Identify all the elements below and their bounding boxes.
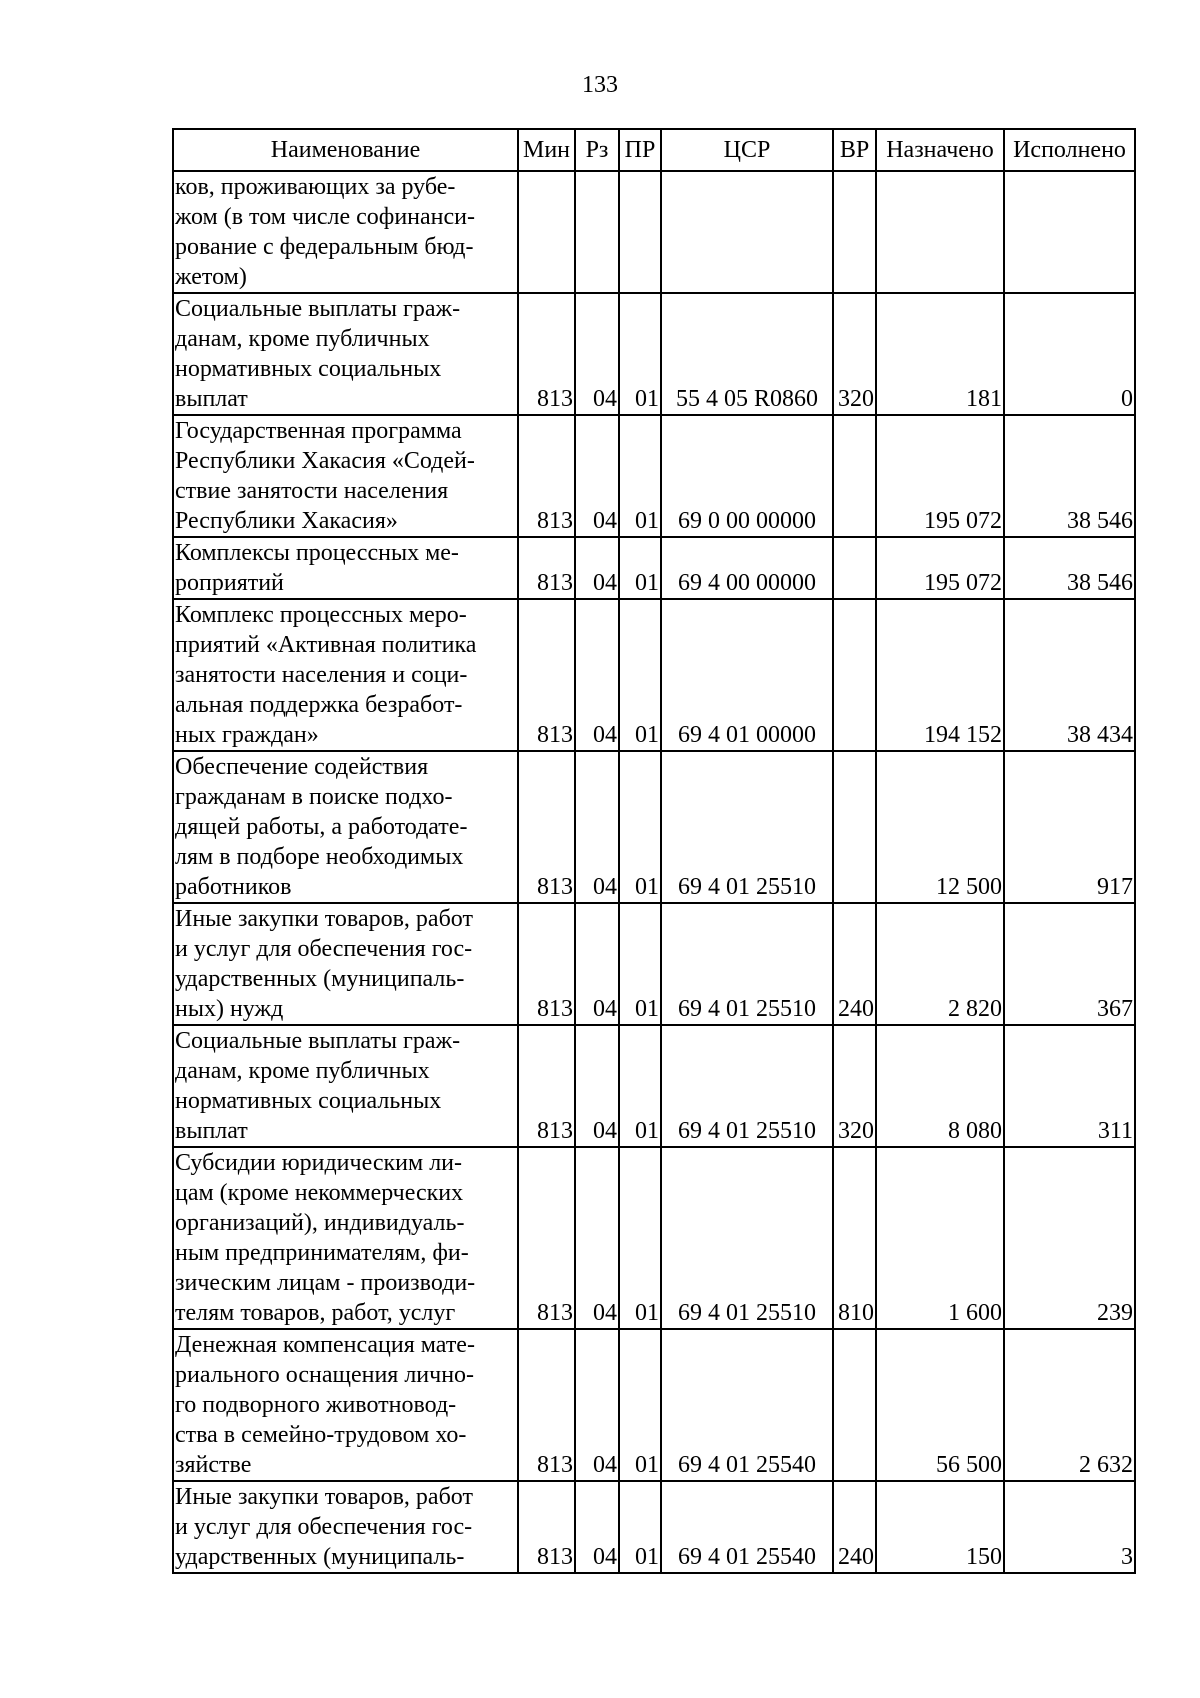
row-rz-cell: 04 <box>575 903 619 1025</box>
row-vr-cell <box>833 537 876 599</box>
row-pr-cell: 01 <box>619 751 661 903</box>
row-name-line: Социальные выплаты граж- <box>175 1028 461 1054</box>
row-name-line: и услуг для обеспечения гос- <box>175 936 473 962</box>
row-assigned-cell: 195 072 <box>876 415 1004 537</box>
row-name-cell <box>173 903 518 1025</box>
row-name-line: Республики Хакасия «Содей- <box>175 448 475 474</box>
row-name-cell <box>173 171 518 293</box>
row-vr-cell <box>833 751 876 903</box>
row-assigned-cell: 8 080 <box>876 1025 1004 1147</box>
table-row <box>173 1147 1135 1329</box>
row-name-line: нормативных социальных <box>175 356 442 382</box>
row-rz-cell: 04 <box>575 1329 619 1481</box>
row-vr-cell: 810 <box>833 1147 876 1329</box>
row-pr-cell <box>619 171 661 293</box>
row-min-cell: 813 <box>518 751 575 903</box>
table-row <box>173 171 1135 293</box>
row-name-line: Обеспечение содействия <box>175 754 429 780</box>
row-rz-cell <box>575 171 619 293</box>
row-name-line: Комплекс процессных меро- <box>175 602 467 628</box>
header-pr: ПР <box>619 129 661 171</box>
table-row <box>173 415 1135 537</box>
row-executed-cell: 367 <box>1004 903 1135 1025</box>
row-assigned-cell: 56 500 <box>876 1329 1004 1481</box>
row-name-line: жом (в том числе софинанси- <box>175 204 476 230</box>
row-vr-cell: 320 <box>833 1025 876 1147</box>
row-name-line: Государственная программа <box>175 418 462 444</box>
row-name-line: ных граждан» <box>175 722 319 748</box>
row-vr-cell: 240 <box>833 903 876 1025</box>
row-rz-cell: 04 <box>575 1147 619 1329</box>
row-name-cell <box>173 1025 518 1147</box>
row-pr-cell: 01 <box>619 293 661 415</box>
page-number: 133 <box>582 72 618 98</box>
row-name-line: выплат <box>175 1118 248 1144</box>
row-assigned-cell: 181 <box>876 293 1004 415</box>
row-rz-cell: 04 <box>575 415 619 537</box>
row-name-cell <box>173 1329 518 1481</box>
row-name-line: рование с федеральным бюд- <box>175 234 474 260</box>
row-vr-cell <box>833 171 876 293</box>
row-name-line: ударственных (муниципаль- <box>175 1544 465 1570</box>
table-row <box>173 537 1135 599</box>
row-csr-cell: 69 4 01 25510 <box>661 1147 833 1329</box>
header-rz: Рз <box>575 129 619 171</box>
row-name-line: роприятий <box>175 570 284 596</box>
row-min-cell: 813 <box>518 1481 575 1573</box>
row-pr-cell: 01 <box>619 599 661 751</box>
table-body <box>173 171 1135 1573</box>
header-name: Наименование <box>173 129 518 171</box>
header-executed: Исполнено <box>1004 129 1135 171</box>
row-min-cell: 813 <box>518 903 575 1025</box>
header-vr: ВР <box>833 129 876 171</box>
row-name-line: ствие занятости населения <box>175 478 449 504</box>
header-min: Мин <box>518 129 575 171</box>
row-name-line: зяйстве <box>175 1452 252 1478</box>
row-rz-cell: 04 <box>575 599 619 751</box>
row-min-cell: 813 <box>518 1147 575 1329</box>
row-name-line: ударственных (муниципаль- <box>175 966 465 992</box>
row-name-line: организаций), индивидуаль- <box>175 1210 465 1236</box>
row-name-line: го подворного животновод- <box>175 1392 457 1418</box>
row-name-cell <box>173 599 518 751</box>
row-csr-cell: 69 4 01 25510 <box>661 751 833 903</box>
header-assigned: Назначено <box>876 129 1004 171</box>
row-name-line: дящей работы, а работодате- <box>175 814 468 840</box>
row-rz-cell: 04 <box>575 1481 619 1573</box>
row-name-line: телям товаров, работ, услуг <box>175 1300 456 1326</box>
row-min-cell: 813 <box>518 537 575 599</box>
row-name-line: альная поддержка безработ- <box>175 692 463 718</box>
row-name-line: Иные закупки товаров, работ <box>175 1484 473 1510</box>
row-csr-cell: 55 4 05 R0860 <box>661 293 833 415</box>
row-rz-cell: 04 <box>575 1025 619 1147</box>
row-pr-cell: 01 <box>619 903 661 1025</box>
table-row <box>173 1329 1135 1481</box>
row-name-line: и услуг для обеспечения гос- <box>175 1514 473 1540</box>
row-name-line: занятости населения и соци- <box>175 662 468 688</box>
row-name-line: данам, кроме публичных <box>175 326 430 352</box>
row-name-line: зическим лицам - производи- <box>175 1270 476 1296</box>
row-assigned-cell: 195 072 <box>876 537 1004 599</box>
budget-execution-table <box>172 128 1136 1574</box>
row-executed-cell: 2 632 <box>1004 1329 1135 1481</box>
row-vr-cell: 320 <box>833 293 876 415</box>
header-csr: ЦСР <box>661 129 833 171</box>
row-name-cell <box>173 1147 518 1329</box>
row-name-cell <box>173 1481 518 1573</box>
row-executed-cell: 3 <box>1004 1481 1135 1573</box>
row-csr-cell: 69 4 01 25510 <box>661 903 833 1025</box>
row-name-line: цам (кроме некоммерческих <box>175 1180 464 1206</box>
row-name-line: работников <box>175 874 292 900</box>
row-csr-cell: 69 0 00 00000 <box>661 415 833 537</box>
table-row <box>173 903 1135 1025</box>
row-csr-cell: 69 4 01 00000 <box>661 599 833 751</box>
row-min-cell: 813 <box>518 293 575 415</box>
row-csr-cell: 69 4 01 25540 <box>661 1329 833 1481</box>
row-name-line: Иные закупки товаров, работ <box>175 906 473 932</box>
row-pr-cell: 01 <box>619 415 661 537</box>
row-name-line: Комплексы процессных ме- <box>175 540 459 566</box>
row-assigned-cell <box>876 171 1004 293</box>
row-executed-cell: 917 <box>1004 751 1135 903</box>
row-name-line: лям в подборе необходимых <box>175 844 464 870</box>
row-pr-cell: 01 <box>619 1025 661 1147</box>
row-assigned-cell: 12 500 <box>876 751 1004 903</box>
row-name-line: гражданам в поиске подхо- <box>175 784 453 810</box>
row-csr-cell: 69 4 01 25540 <box>661 1481 833 1573</box>
row-min-cell <box>518 171 575 293</box>
row-assigned-cell: 2 820 <box>876 903 1004 1025</box>
row-name-line: нормативных социальных <box>175 1088 442 1114</box>
row-assigned-cell: 150 <box>876 1481 1004 1573</box>
row-rz-cell: 04 <box>575 751 619 903</box>
row-name-line: риального оснащения лично- <box>175 1362 475 1388</box>
row-min-cell: 813 <box>518 599 575 751</box>
table-row <box>173 751 1135 903</box>
row-name-line: Республики Хакасия» <box>175 508 398 534</box>
row-name-line: ных) нужд <box>175 996 284 1022</box>
row-name-cell <box>173 537 518 599</box>
row-name-line: Денежная компенсация мате- <box>175 1332 475 1358</box>
row-vr-cell <box>833 599 876 751</box>
row-name-line: жетом) <box>175 264 247 290</box>
row-name-cell <box>173 415 518 537</box>
row-rz-cell: 04 <box>575 293 619 415</box>
row-csr-cell: 69 4 01 25510 <box>661 1025 833 1147</box>
row-executed-cell <box>1004 171 1135 293</box>
table-row <box>173 293 1135 415</box>
table-row <box>173 1481 1135 1573</box>
row-executed-cell: 38 434 <box>1004 599 1135 751</box>
row-executed-cell: 239 <box>1004 1147 1135 1329</box>
row-name-line: ства в семейно-трудовом хо- <box>175 1422 467 1448</box>
row-csr-cell: 69 4 00 00000 <box>661 537 833 599</box>
row-vr-cell <box>833 1329 876 1481</box>
row-min-cell: 813 <box>518 1025 575 1147</box>
row-executed-cell: 38 546 <box>1004 537 1135 599</box>
row-min-cell: 813 <box>518 415 575 537</box>
row-name-line: приятий «Активная политика <box>175 632 477 658</box>
row-name-line: данам, кроме публичных <box>175 1058 430 1084</box>
row-name-line: ков, проживающих за рубе- <box>175 174 456 200</box>
row-name-line: Социальные выплаты граж- <box>175 296 461 322</box>
row-vr-cell: 240 <box>833 1481 876 1573</box>
row-pr-cell: 01 <box>619 1147 661 1329</box>
row-csr-cell <box>661 171 833 293</box>
row-assigned-cell: 1 600 <box>876 1147 1004 1329</box>
row-pr-cell: 01 <box>619 1481 661 1573</box>
row-assigned-cell: 194 152 <box>876 599 1004 751</box>
row-name-cell <box>173 751 518 903</box>
row-executed-cell: 38 546 <box>1004 415 1135 537</box>
row-name-line: ным предпринимателям, фи- <box>175 1240 469 1266</box>
row-name-line: Субсидии юридическим ли- <box>175 1150 463 1176</box>
row-name-line: выплат <box>175 386 248 412</box>
row-pr-cell: 01 <box>619 537 661 599</box>
table-header-row <box>173 129 1135 171</box>
row-vr-cell <box>833 415 876 537</box>
row-pr-cell: 01 <box>619 1329 661 1481</box>
row-min-cell: 813 <box>518 1329 575 1481</box>
row-rz-cell: 04 <box>575 537 619 599</box>
row-executed-cell: 0 <box>1004 293 1135 415</box>
table-row <box>173 599 1135 751</box>
row-executed-cell: 311 <box>1004 1025 1135 1147</box>
table-row <box>173 1025 1135 1147</box>
row-name-cell <box>173 293 518 415</box>
